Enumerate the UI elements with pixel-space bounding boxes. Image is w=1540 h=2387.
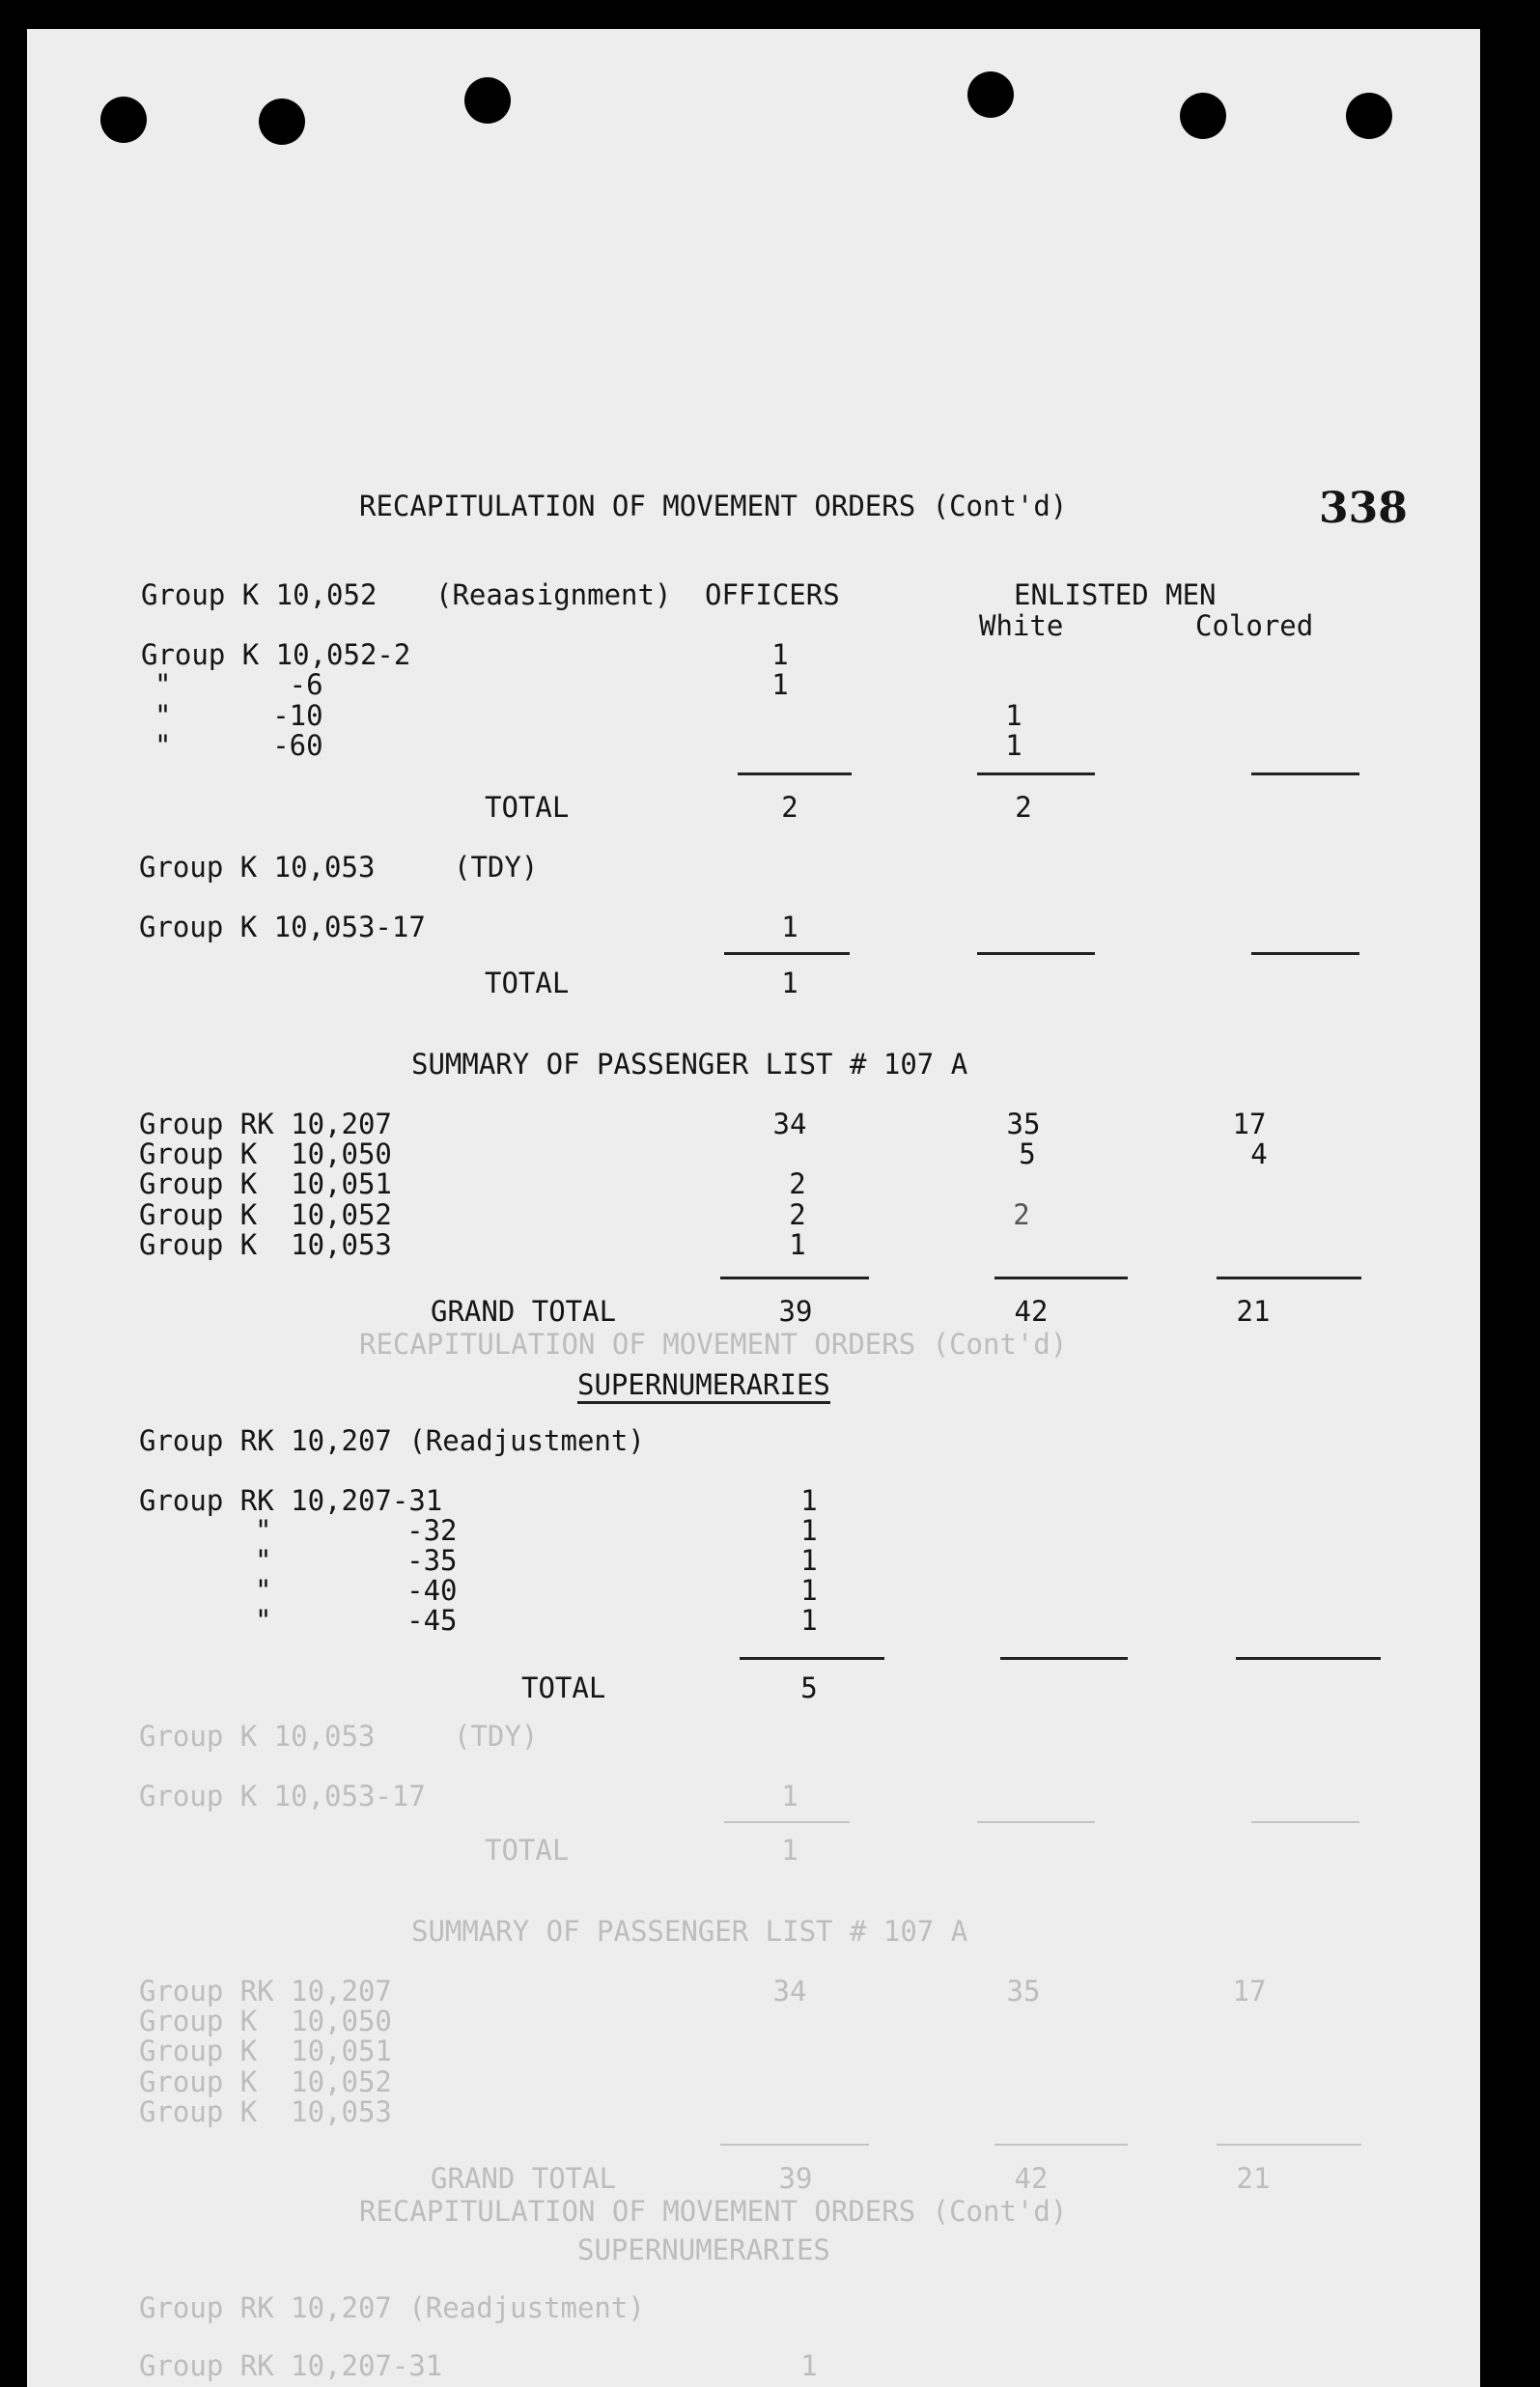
total-rule (740, 1657, 884, 1660)
supernumerary-row-group: " -40 (255, 1574, 458, 1607)
bleed-through-value: 42 (1014, 2162, 1049, 2195)
summary-row-white: 35 (1006, 1108, 1041, 1140)
bleed-through-heading: Group K 10,053 (139, 1720, 376, 1753)
bleed-through-row: Group RK 10,207 (139, 1975, 392, 2008)
bleed-through-row: Group K 10,050 (139, 2005, 392, 2037)
summary-row-group: Group K 10,052 (139, 1198, 392, 1231)
summary-heading: SUMMARY OF PASSENGER LIST # 107 A (411, 1048, 968, 1081)
total-rule (977, 952, 1095, 955)
supernumerary-row-group: " -35 (255, 1544, 458, 1577)
bleed-through-value: 21 (1236, 2162, 1271, 2195)
section2-heading: Group K 10,053 (139, 851, 376, 884)
section2-row-officers: 1 (781, 911, 798, 943)
bleed-through-value: 1 (781, 1834, 798, 1867)
document-page (27, 29, 1480, 2387)
supernumeraries-total-officers: 5 (800, 1671, 818, 1704)
bleed-through-note: (TDY) (454, 1720, 539, 1753)
section1-heading: Group K 10,052 (141, 578, 378, 611)
supernumeraries-heading: SUPERNUMERARIES (577, 1371, 830, 1404)
page-number: 338 (1319, 484, 1408, 533)
section1-row-officers: 1 (771, 638, 789, 671)
page-title: RECAPITULATION OF MOVEMENT ORDERS (Cont'd) (359, 490, 1068, 522)
grand-total-rule (994, 1277, 1128, 1279)
bleed-through-rule (720, 2144, 869, 2146)
section2-note: (TDY) (454, 851, 539, 884)
supernumerary-row-officers: 1 (800, 1514, 818, 1547)
total-rule (724, 952, 850, 955)
supernumerary-row-officers: 1 (800, 1574, 818, 1607)
bleed-through-value: 1 (800, 2349, 818, 2382)
bleed-through-rule (1251, 1821, 1359, 1823)
bleed-through-summary: SUMMARY OF PASSENGER LIST # 107 A (411, 1915, 968, 1948)
summary-row-officers: 2 (789, 1167, 806, 1200)
supernumerary-row-officers: 1 (800, 1544, 818, 1577)
bleed-through-value: 39 (778, 2162, 813, 2195)
summary-row-group: Group K 10,051 (139, 1167, 392, 1200)
col-officers: OFFICERS (705, 578, 840, 611)
bleed-through-value: 34 (772, 1975, 807, 2008)
section2-total-officers: 1 (781, 967, 798, 999)
bleed-through-rule (994, 2144, 1128, 2146)
grand-total-colored: 21 (1236, 1295, 1271, 1328)
total-rule (1000, 1657, 1128, 1660)
total-rule (1236, 1657, 1381, 1660)
bleed-through-title: RECAPITULATION OF MOVEMENT ORDERS (Cont'd) (359, 2195, 1068, 2228)
bleed-through-value: 1 (781, 1780, 798, 1812)
summary-row-colored: 4 (1250, 1137, 1268, 1170)
bleed-through-row: Group K 10,053-17 (139, 1780, 426, 1812)
summary-row-officers: 1 (789, 1228, 806, 1261)
total-rule (977, 772, 1095, 775)
punch-hole (100, 97, 147, 143)
section1-row-group: " -60 (154, 729, 323, 762)
supernumeraries-group-heading: Group RK 10,207 (Readjustment) (139, 1424, 645, 1457)
grand-total-rule (720, 1277, 869, 1279)
punch-hole (1346, 93, 1392, 139)
bleed-through-row: Group RK 10,207-31 (139, 2349, 443, 2382)
bleed-through-supernumeraries: SUPERNUMERARIES (577, 2233, 830, 2266)
total-rule (738, 772, 852, 775)
section1-row-group: Group K 10,052-2 (141, 638, 411, 671)
punch-hole (967, 71, 1014, 118)
grand-total-rule (1217, 1277, 1361, 1279)
supernumeraries-total-label: TOTAL (521, 1671, 606, 1704)
summary-row-group: Group RK 10,207 (139, 1108, 392, 1140)
section1-total-white: 2 (1015, 791, 1032, 824)
summary-row-colored: 17 (1232, 1108, 1267, 1140)
bleed-through-value: 35 (1006, 1975, 1041, 2008)
grand-total-white: 42 (1014, 1295, 1049, 1328)
summary-row-group: Group K 10,053 (139, 1228, 392, 1261)
summary-row-officers: 2 (789, 1198, 806, 1231)
col-white: White (979, 609, 1064, 642)
bleed-through-row: Group K 10,053 (139, 2095, 392, 2128)
supernumerary-row-group: " -45 (255, 1604, 458, 1637)
supernumerary-row-officers: 1 (800, 1604, 818, 1637)
summary-row-white: 2 (1013, 1198, 1030, 1231)
summary-row-white: 5 (1019, 1137, 1036, 1170)
col-enlisted: ENLISTED MEN (1014, 578, 1217, 611)
supernumerary-row-officers: 1 (800, 1484, 818, 1517)
summary-row-group: Group K 10,050 (139, 1137, 392, 1170)
col-colored: Colored (1195, 609, 1314, 642)
bleed-through-value: 17 (1232, 1975, 1267, 2008)
section1-row-white: 1 (1005, 699, 1022, 732)
section1-row-officers: 1 (771, 668, 789, 701)
bleed-through-total: TOTAL (485, 1834, 570, 1867)
section1-total-label: TOTAL (485, 791, 570, 824)
section1-row-white: 1 (1005, 729, 1022, 762)
bleed-through-rule (977, 1821, 1095, 1823)
total-rule (1251, 952, 1359, 955)
section1-row-group: " -6 (154, 668, 323, 701)
bleed-through-row: Group K 10,052 (139, 2065, 392, 2098)
supernumerary-row-group: " -32 (255, 1514, 458, 1547)
punch-hole (464, 77, 511, 124)
section1-row-group: " -10 (154, 699, 323, 732)
grand-total-officers: 39 (778, 1295, 813, 1328)
bleed-through-group: Group RK 10,207 (Readjustment) (139, 2291, 645, 2324)
punch-hole (259, 98, 305, 145)
punch-hole (1180, 93, 1226, 139)
bleed-through-grand: GRAND TOTAL (431, 2162, 617, 2195)
total-rule (1251, 772, 1359, 775)
summary-row-officers: 34 (772, 1108, 807, 1140)
bleed-through-title: RECAPITULATION OF MOVEMENT ORDERS (Cont'd) (359, 1328, 1068, 1361)
section2-total-label: TOTAL (485, 967, 570, 999)
bleed-through-rule (1217, 2144, 1361, 2146)
section1-note: (Reaasignment) (435, 578, 672, 611)
supernumerary-row-group: Group RK 10,207-31 (139, 1484, 443, 1517)
section1-total-officers: 2 (781, 791, 798, 824)
section2-row-group: Group K 10,053-17 (139, 911, 426, 943)
bleed-through-rule (724, 1821, 850, 1823)
grand-total-label: GRAND TOTAL (431, 1295, 617, 1328)
bleed-through-row: Group K 10,051 (139, 2035, 392, 2067)
